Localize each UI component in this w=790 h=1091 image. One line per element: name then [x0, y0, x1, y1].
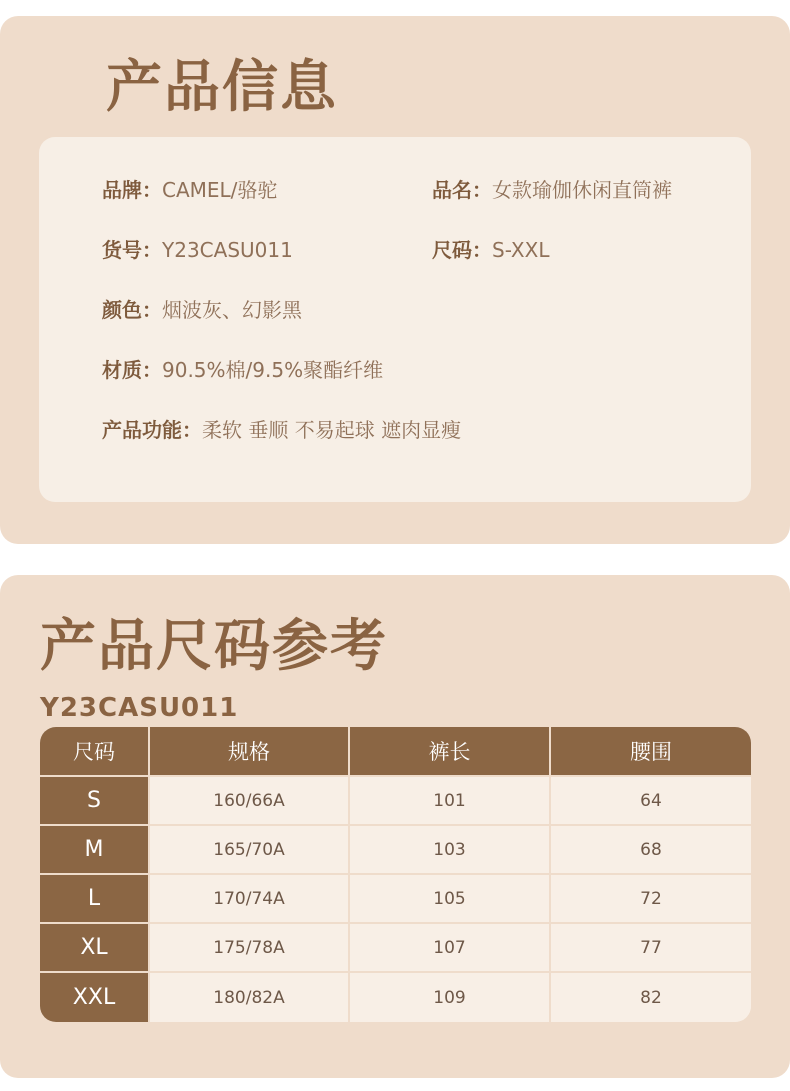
table-row	[40, 922, 751, 971]
row-pants-length: 101	[348, 777, 549, 824]
row-waist: 82	[549, 973, 751, 1022]
row-size: XL	[40, 924, 148, 971]
info-material-label: 材质：	[102, 358, 162, 382]
row-spec: 175/78A	[148, 924, 348, 971]
row-size: L	[40, 875, 148, 922]
info-brand-label: 品牌：	[102, 178, 162, 202]
row-size: XXL	[40, 973, 148, 1022]
info-color-label: 颜色：	[102, 298, 162, 322]
info-color-value: 烟波灰、幻影黑	[162, 298, 302, 322]
info-size-range-label: 尺码：	[432, 238, 492, 262]
row-waist: 72	[549, 875, 751, 922]
size-reference-title: 产品尺码参考	[40, 614, 388, 679]
row-pants-length: 103	[348, 826, 549, 873]
info-size-range	[432, 240, 549, 260]
product-info-card	[39, 137, 751, 502]
info-material	[102, 360, 383, 380]
table-row	[40, 873, 751, 922]
info-function-value: 柔软 垂顺 不易起球 遮肉显瘦	[202, 418, 462, 442]
info-product-name-value: 女款瑜伽休闲直筒裤	[492, 178, 672, 202]
header-waist: 腰围	[549, 727, 751, 775]
size-sku-code: Y23CASU011	[40, 693, 239, 723]
row-pants-length: 109	[348, 973, 549, 1022]
product-info-panel	[0, 16, 790, 544]
row-spec: 180/82A	[148, 973, 348, 1022]
info-color	[102, 300, 302, 320]
info-brand-value: CAMEL/骆驼	[162, 178, 278, 202]
size-table-header	[40, 727, 751, 775]
size-table	[40, 727, 751, 1022]
info-sku-value: Y23CASU011	[162, 238, 293, 262]
row-size: M	[40, 826, 148, 873]
info-function-label: 产品功能：	[102, 418, 202, 442]
table-row	[40, 824, 751, 873]
header-size: 尺码	[40, 727, 148, 775]
row-waist: 64	[549, 777, 751, 824]
product-info-title: 产品信息	[106, 55, 338, 120]
row-spec: 160/66A	[148, 777, 348, 824]
table-row	[40, 775, 751, 824]
info-brand	[102, 180, 277, 200]
info-size-range-value: S-XXL	[492, 238, 550, 262]
row-spec: 170/74A	[148, 875, 348, 922]
row-pants-length: 107	[348, 924, 549, 971]
row-waist: 68	[549, 826, 751, 873]
info-product-name-label: 品名：	[432, 178, 492, 202]
info-product-name	[432, 180, 672, 200]
row-size: S	[40, 777, 148, 824]
header-spec: 规格	[148, 727, 348, 775]
size-reference-panel	[0, 575, 790, 1078]
info-material-value: 90.5%棉/9.5%聚酯纤维	[162, 358, 384, 382]
header-pants-length: 裤长	[348, 727, 549, 775]
info-sku	[102, 240, 293, 260]
row-pants-length: 105	[348, 875, 549, 922]
table-row	[40, 971, 751, 1022]
info-sku-label: 货号：	[102, 238, 162, 262]
row-waist: 77	[549, 924, 751, 971]
info-function	[102, 420, 461, 440]
row-spec: 165/70A	[148, 826, 348, 873]
